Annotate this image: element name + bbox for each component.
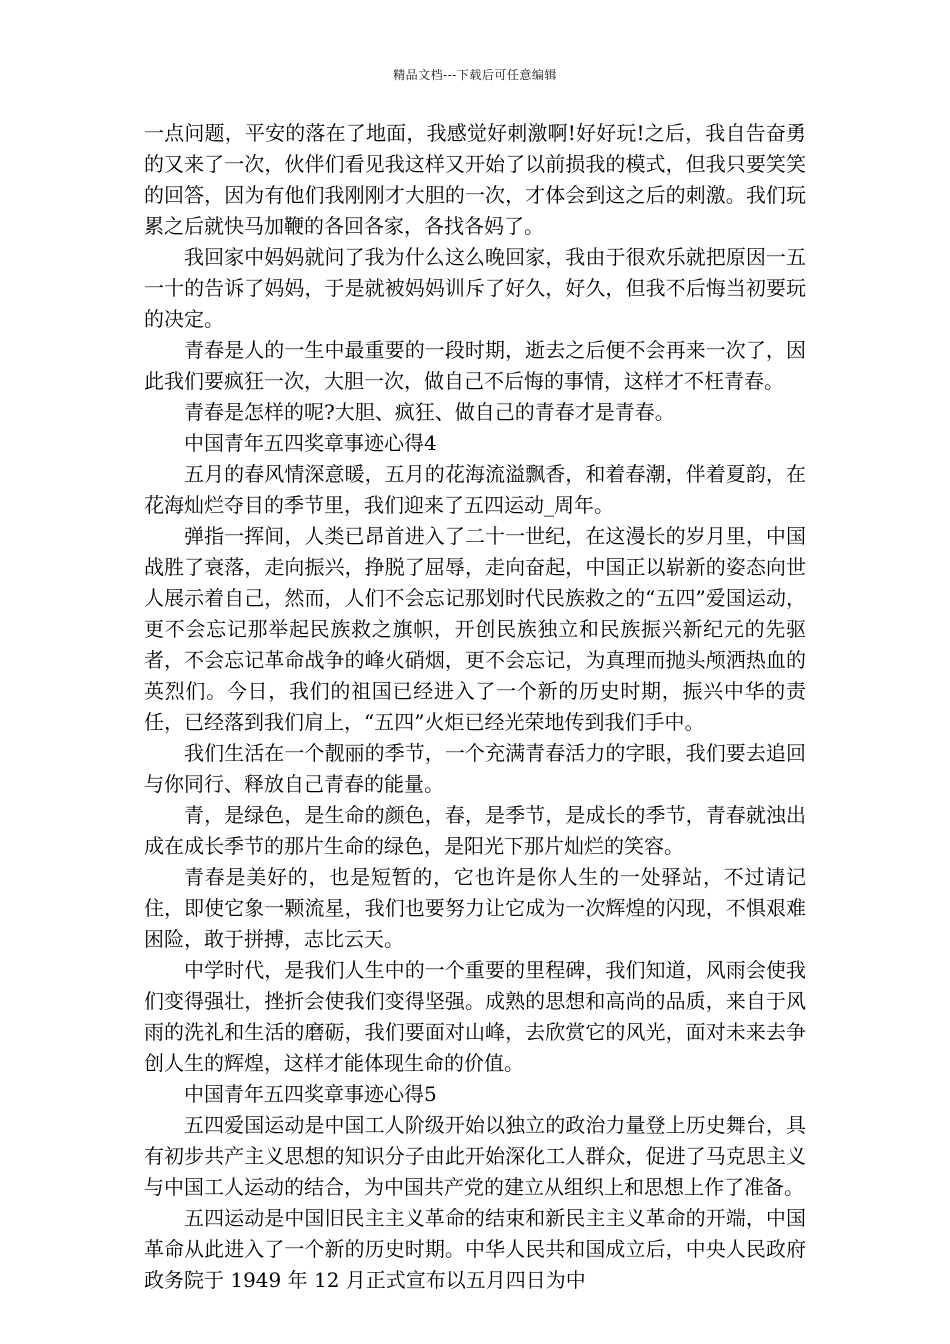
paragraph-5: 五月的春风情深意暖，五月的花海流溢飘香，和着春潮，伴着夏韵，在花海灿烂夺目的季节里，我们迎来了五四运动_周年。 — [144, 462, 806, 517]
paragraph-9: 青春是美好的，也是短暂的，它也许是你人生的一处驿站，不过请记住，即使它象一颗流星，我们也要努力让它成为一次辉煌的闪现，不惧艰难困险，敢于拼搏，志比云天。 — [144, 865, 806, 951]
page-header: 精品文档---下载后可任意编辑 — [393, 68, 557, 82]
paragraph-6: 弹指一挥间，人类已昂首进入了二十一世纪，在这漫长的岁月里，中国战胜了衰落，走向振兴，挣脱了屈辱，走向奋起，中国正以崭新的姿态向世人展示着自己，然而，人们不会忘记那划时代民族救之的“五四”爱国运动，更不会忘记那举起民族救之旗帜，开创民族独立和民族振兴新纪元的先驱者，不会忘记革命战争的峰火硝烟，更不会忘记，为真理而抛头颅洒热血的英烈们。今日，我们的祖国已经进入了一个新的历史时期，振兴中华的责任，已经落到我们肩上，“五四”火炬已经光荣地传到我们手中。 — [144, 524, 806, 734]
section-heading-4: 中国青年五四奖章事迹心得4 — [184, 431, 437, 455]
paragraph-3: 青春是人的一生中最重要的一段时期，逝去之后便不会再来一次了，因此我们要疯狂一次，大胆一次，做自己不后悔的事情，这样才不枉青春。 — [144, 338, 806, 393]
section-heading-5: 中国青年五四奖章事迹心得5 — [184, 1082, 437, 1106]
paragraph-10: 中学时代，是我们人生中的一个重要的里程碑，我们知道，风雨会使我们变得强壮，挫折会使我们变得坚强。成熟的思想和高尚的品质，来自于风雨的洗礼和生活的磨砺，我们要面对山峰，去欣赏它的风光，面对未来去争创人生的辉煌，这样才能体现生命的价值。 — [144, 958, 806, 1075]
document-body — [144, 118, 806, 1296]
paragraph-1: 一点问题，平安的落在了地面，我感觉好刺激啊!好好玩!之后，我自告奋勇的又来了一次，伙伴们看见我这样又开始了以前损我的模式，但我只要笑笑的回答，因为有他们我刚刚才大胆的一次，才体会到这之后的刺激。我们玩累之后就快马加鞭的各回各家，各找各妈了。 — [144, 121, 806, 238]
paragraph-11: 五四爱国运动是中国工人阶级开始以独立的政治力量登上历史舞台，具有初步共产主义思想的知识分子由此开始深化工人群众，促进了马克思主义与中国工人运动的结合，为中国共产党的建立从组织上和思想上作了准备。 — [144, 1113, 806, 1199]
paragraph-7: 我们生活在一个靓丽的季节，一个充满青春活力的字眼，我们要去追回与你同行、释放自己青春的能量。 — [144, 741, 806, 796]
paragraph-4: 青春是怎样的呢?大胆、疯狂、做自己的青春才是青春。 — [184, 400, 675, 424]
paragraph-8: 青，是绿色，是生命的颜色，春，是季节，是成长的季节，青春就浊出成在成长季节的那片生命的绿色，是阳光下那片灿烂的笑容。 — [144, 803, 806, 858]
paragraph-12: 五四运动是中国旧民主主义革命的结束和新民主主义革命的开端，中国革命从此进入了一个新的历史时期。中华人民共和国成立后，中央人民政府政务院于 1949 年 12 月正式宣布以五月四日为中 — [144, 1206, 806, 1292]
paragraph-2: 我回家中妈妈就问了我为什么这么晚回家，我由于很欢乐就把原因一五一十的告诉了妈妈，于是就被妈妈训斥了好久，好久，但我不后悔当初要玩的决定。 — [144, 245, 806, 331]
